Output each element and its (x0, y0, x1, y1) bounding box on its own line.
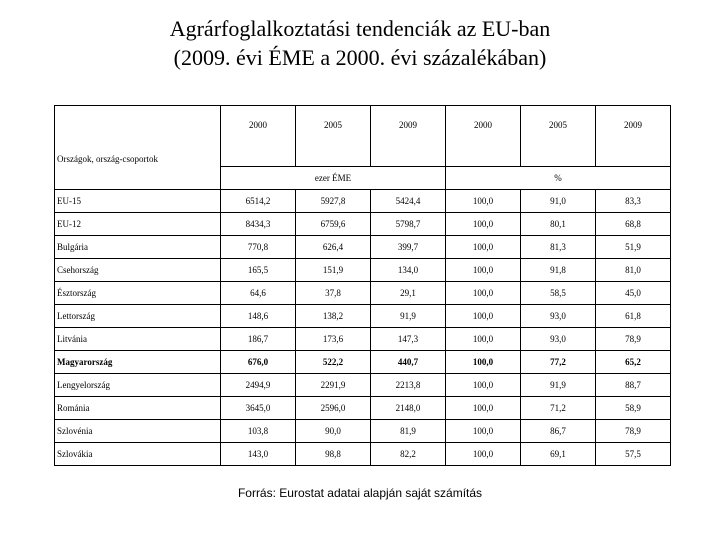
table-cell: 5927,8 (296, 190, 371, 213)
table-cell: 71,2 (521, 397, 596, 420)
year-header: 2009 (371, 106, 446, 167)
country-name: Csehország (55, 259, 221, 282)
table-cell: 37,8 (296, 282, 371, 305)
table-cell: 61,8 (596, 305, 671, 328)
table-row (55, 328, 671, 351)
table-cell: 91,9 (521, 374, 596, 397)
table-cell: 78,9 (596, 420, 671, 443)
table-cell: 81,0 (596, 259, 671, 282)
country-name: EU-15 (55, 190, 221, 213)
country-name: Észtország (55, 282, 221, 305)
table-cell: 100,0 (446, 259, 521, 282)
country-name: EU-12 (55, 213, 221, 236)
table-cell: 77,2 (521, 351, 596, 374)
table-cell: 69,1 (521, 443, 596, 466)
table-cell: 143,0 (221, 443, 296, 466)
table-cell: 88,7 (596, 374, 671, 397)
table-cell: 91,9 (371, 305, 446, 328)
table-row (55, 190, 671, 213)
table-cell: 65,2 (596, 351, 671, 374)
table-cell: 90,0 (296, 420, 371, 443)
table-cell: 78,9 (596, 328, 671, 351)
year-header: 2000 (221, 106, 296, 167)
table-row (55, 443, 671, 466)
year-header: 2000 (446, 106, 521, 167)
table-cell: 58,9 (596, 397, 671, 420)
country-name: Litvánia (55, 328, 221, 351)
header-row-years (55, 106, 671, 167)
table-row (55, 305, 671, 328)
table-cell: 86,7 (521, 420, 596, 443)
table-cell: 2213,8 (371, 374, 446, 397)
table-cell: 93,0 (521, 305, 596, 328)
table-cell: 100,0 (446, 213, 521, 236)
table-cell: 80,1 (521, 213, 596, 236)
table-cell: 626,4 (296, 236, 371, 259)
table-cell: 100,0 (446, 443, 521, 466)
table-cell: 81,3 (521, 236, 596, 259)
country-name: Szlovákia (55, 443, 221, 466)
table-cell: 134,0 (371, 259, 446, 282)
table-cell: 2291,9 (296, 374, 371, 397)
table-cell: 148,6 (221, 305, 296, 328)
table-row (55, 282, 671, 305)
table-cell: 2494,9 (221, 374, 296, 397)
country-name: Szlovénia (55, 420, 221, 443)
table-cell: 100,0 (446, 305, 521, 328)
table-cell: 58,5 (521, 282, 596, 305)
unit-header-thousand-aeu: ezer ÉME (221, 167, 446, 190)
table-cell: 147,3 (371, 328, 446, 351)
table-cell: 2596,0 (296, 397, 371, 420)
table-cell: 68,8 (596, 213, 671, 236)
table-cell: 83,3 (596, 190, 671, 213)
table-cell: 173,6 (296, 328, 371, 351)
table-cell: 103,8 (221, 420, 296, 443)
table-cell: 5424,4 (371, 190, 446, 213)
unit-header-percent: % (446, 167, 671, 190)
country-name: Bulgária (55, 236, 221, 259)
table-cell: 151,9 (296, 259, 371, 282)
table-cell: 81,9 (371, 420, 446, 443)
table-cell: 29,1 (371, 282, 446, 305)
year-header: 2005 (296, 106, 371, 167)
year-header: 2005 (521, 106, 596, 167)
table-row (55, 236, 671, 259)
table-row (55, 374, 671, 397)
table-cell: 100,0 (446, 374, 521, 397)
table-row (55, 351, 671, 374)
source-note: Forrás: Eurostat adatai alapján saját számítás (237, 486, 483, 500)
table-cell: 91,8 (521, 259, 596, 282)
table-cell: 57,5 (596, 443, 671, 466)
table-cell: 440,7 (371, 351, 446, 374)
table-cell: 100,0 (446, 282, 521, 305)
table-cell: 399,7 (371, 236, 446, 259)
table-cell: 51,9 (596, 236, 671, 259)
table-cell: 98,8 (296, 443, 371, 466)
table-cell: 2148,0 (371, 397, 446, 420)
table-cell: 91,0 (521, 190, 596, 213)
table-cell: 8434,3 (221, 213, 296, 236)
table-cell: 64,6 (221, 282, 296, 305)
country-name: Lengyelország (55, 374, 221, 397)
table-row (55, 259, 671, 282)
table-cell: 100,0 (446, 420, 521, 443)
year-header: 2009 (596, 106, 671, 167)
table-cell: 100,0 (446, 328, 521, 351)
table-cell: 100,0 (446, 236, 521, 259)
table-cell: 82,2 (371, 443, 446, 466)
title-line-1: Agrárfoglalkoztatási tendenciák az EU-ban (169, 16, 551, 41)
table-cell: 45,0 (596, 282, 671, 305)
page-title (0, 14, 720, 72)
corner-header: Országok, ország-csoportok (55, 106, 221, 190)
table-cell: 100,0 (446, 351, 521, 374)
country-name: Románia (55, 397, 221, 420)
table-cell: 522,2 (296, 351, 371, 374)
table-cell: 100,0 (446, 397, 521, 420)
table-cell: 3645,0 (221, 397, 296, 420)
table-cell: 5798,7 (371, 213, 446, 236)
title-line-2: (2009. évi ÉME a 2000. évi százalékában) (173, 45, 547, 70)
table-cell: 165,5 (221, 259, 296, 282)
table-cell: 6514,2 (221, 190, 296, 213)
table-row (55, 420, 671, 443)
table-cell: 6759,6 (296, 213, 371, 236)
table-cell: 93,0 (521, 328, 596, 351)
table-cell: 100,0 (446, 190, 521, 213)
table-cell: 676,0 (221, 351, 296, 374)
table-row (55, 213, 671, 236)
employment-table (54, 105, 671, 466)
table-cell: 186,7 (221, 328, 296, 351)
table-row (55, 397, 671, 420)
table-cell: 138,2 (296, 305, 371, 328)
table-cell: 770,8 (221, 236, 296, 259)
country-name: Magyarország (55, 351, 221, 374)
country-name: Lettország (55, 305, 221, 328)
